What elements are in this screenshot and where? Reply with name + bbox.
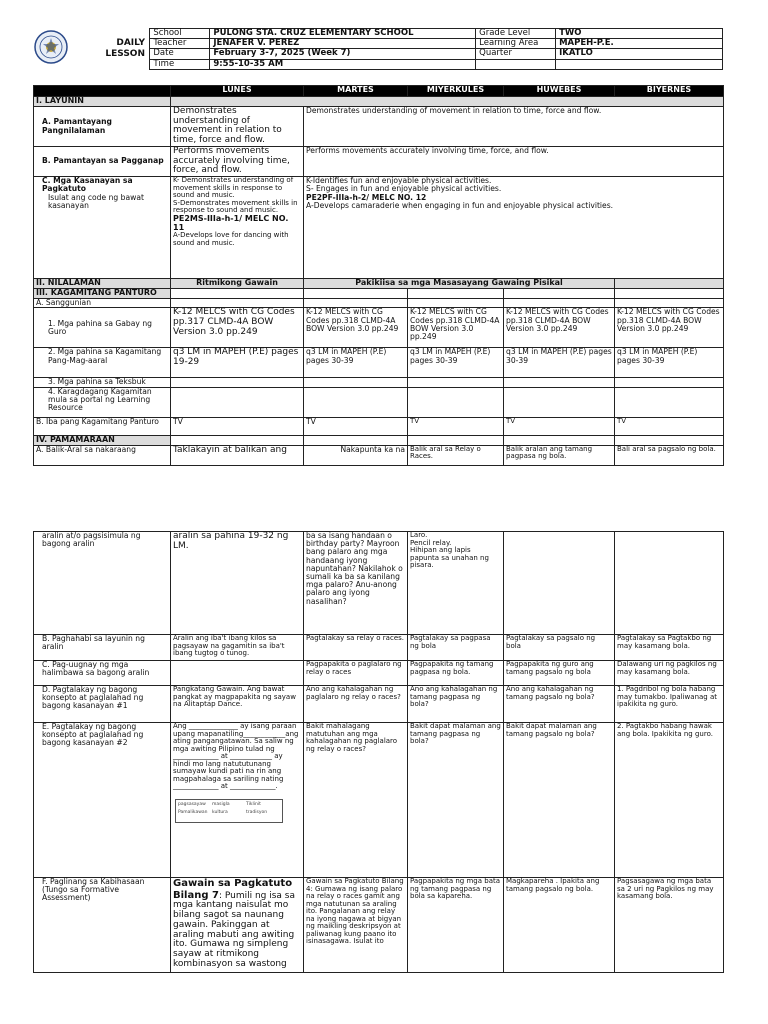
- header-table: [33, 28, 723, 70]
- cell-martes: Pagtalakay sa relay o races.: [304, 635, 408, 661]
- cell-miyerkules: q3 LM in MAPEH (P.E) pages 30-39: [408, 348, 504, 378]
- label-quarter: Quarter: [476, 49, 556, 59]
- cell-lunes: Ang ______________ ay isang paraan upang mapanatiling____________ang ating pangangatawan. Sa saliw ng mga awiting Pilipino tulad ng _____________ at ____________ ay hindi mo lang natututunang sumayaw kundi pati na rin ang magpahalaga sa sariling nating _____________ at _____________. pagsasayaw masigla Tiklinit Pamalikawan kultura tradisyon: [171, 723, 304, 878]
- row-pag-uugnay: [34, 661, 724, 686]
- row-teksbuk: [34, 378, 724, 387]
- cell-lunes: [171, 661, 304, 686]
- cell-martes: TV: [304, 417, 408, 435]
- row-label: B. Iba pang Kagamitang Panturo: [34, 417, 171, 435]
- cell-biyernes: Pagtalakay sa Pagtakbo ng may kasamang bola.: [615, 635, 724, 661]
- row-label: aralin at/o pagsisimula ng bagong aralin: [34, 532, 171, 635]
- cell-martes: Ano ang kahalagahan ng paglalaro ng relay o races?: [304, 686, 408, 723]
- section-nilalaman: [34, 279, 724, 289]
- cell-biyernes: Bali aral sa pagsalo ng bola.: [615, 445, 724, 465]
- day-martes: MARTES: [304, 86, 408, 97]
- cell-huwebes: Magkapareha . Ipakita ang tamang pagsalo ng bola.: [504, 878, 615, 973]
- value-learning-area: MAPEH-P.E.: [556, 39, 723, 49]
- row-label: D. Pagtalakay ng bagong konsepto at paglalahad ng bagong kasanayan #1: [34, 686, 171, 723]
- row-balik-aral: [34, 445, 724, 465]
- section-title: IV. PAMAMARAAN: [34, 435, 171, 445]
- cell-lunes: Taklakayin at balikan ang: [171, 445, 304, 465]
- value-school: PULONG STA. CRUZ ELEMENTARY SCHOOL: [210, 29, 476, 39]
- row-paghahabi: [34, 635, 724, 661]
- cell-miyerkules: Ano ang kahalagahan ng tamang pagpasa ng bola?: [408, 686, 504, 723]
- cell-miyerkules: TV: [408, 417, 504, 435]
- row-pamantayang-pangnilalaman: [34, 107, 724, 147]
- cell-lunes: Pangkatang Gawain. Ang bawat pangkat ay magpapakita ng sayaw na Alitaptap Dance.: [171, 686, 304, 723]
- cell-lunes: K- Demonstrates understanding of movement skills in response to sound and music. S-Demonstrates movement skills in response to sound and music. PE2MS-IIIa-h-1/ MELC NO. 11 A-Develops love for dancing with sound and music.: [171, 177, 304, 279]
- section-kagamitan: [34, 289, 724, 299]
- row-iba-pang-kagamitan: [34, 417, 724, 435]
- row-paglinang: [34, 878, 724, 973]
- label-school: School: [150, 29, 210, 39]
- day-miyerkules: MIYERKULES: [408, 86, 504, 97]
- cell-lunes: Ritmikong Gawain: [171, 279, 304, 289]
- cell-lunes: Demonstrates understanding of movement in relation to time, force and flow.: [171, 107, 304, 147]
- cell-martes: Gawain sa Pagkatuto Bilang 4: Gumawa ng isang palaro na relay o races gamit ang mga natutunan sa araling ito. Pangalanan ang relay na iyong nagawa at bigyan ng maikling deskripsyon at paliwanag kung paano ito isinasagawa. Isulat ito: [304, 878, 408, 973]
- value-date: February 3-7, 2025 (Week 7): [210, 49, 476, 59]
- row-label: B. Paghahabi sa layunin ng aralin: [34, 635, 171, 661]
- cell-huwebes: Balik aralan ang tamang pagpasa ng bola.: [504, 445, 615, 465]
- row-label: 2. Mga pahina sa Kagamitang Pang-Mag-aaral: [34, 348, 171, 378]
- row-label: B. Pamantayan sa Pagganap: [34, 147, 171, 177]
- row-pamantayan-pagganap: [34, 147, 724, 177]
- row-label: A. Pamantayang Pangnilalaman: [34, 107, 171, 147]
- cell-miyerkules: Pagpapakita ng tamang pagpasa ng bola.: [408, 661, 504, 686]
- cell-biyernes: 2. Pagtakbo habang hawak ang bola. Ipakikita ng guro.: [615, 723, 724, 878]
- row-balik-aral-cont: [34, 532, 724, 635]
- section-title: I. LAYUNIN: [34, 97, 171, 107]
- cell-miyerkules: Pagtalakay sa pagpasa ng bola: [408, 635, 504, 661]
- cell-lunes: aralin sa pahina 19-32 ng LM.: [171, 532, 304, 635]
- page-1: [0, 0, 768, 490]
- cell-martes: Bakit mahalagang matutuhan ang mga kahalagahan ng paglalaro ng relay o races?: [304, 723, 408, 878]
- value-quarter: IKATLO: [556, 49, 723, 59]
- row-pagtalakay-1: [34, 686, 724, 723]
- section-layunin: [34, 97, 724, 107]
- cell-biyernes: TV: [615, 417, 724, 435]
- cell-miyerkules: Bakit dapat malaman ang tamang pagpasa ng bola?: [408, 723, 504, 878]
- cell-miyerkules: Balik aral sa Relay o Races.: [408, 445, 504, 465]
- section-pamamaraan: [34, 435, 724, 445]
- row-label: 4. Karagdagang Kagamitan mula sa portal ng Learning Resource: [34, 387, 171, 417]
- cell-miyerkules: K-12 MELCS with CG Codes pp.318 CLMD-4A BOW Version 3.0 pp.249: [408, 308, 504, 348]
- cell-martes: K-12 MELCS with CG Codes pp.318 CLMD-4A BOW Version 3.0 pp.249: [304, 308, 408, 348]
- label-time: Time: [150, 59, 210, 69]
- day-biyernes: BIYERNES: [615, 86, 724, 97]
- cell-lunes: K-12 MELCS with CG Codes pp.317 CLMD-4A BOW Version 3.0 pp.249: [171, 308, 304, 348]
- section-title: II. NILALAMAN: [34, 279, 171, 289]
- row-pagtalakay-2: [34, 723, 724, 878]
- cell-miyerkules: Laro. Pencil relay. Hihipan ang lapis papunta sa unahan ng pisara.: [408, 532, 504, 635]
- cell-huwebes: Pagtalakay sa pagsalo ng bola: [504, 635, 615, 661]
- cell-martes: Nakapunta ka na: [304, 445, 408, 465]
- value-teacher: JENAFER V. PEREZ: [210, 39, 476, 49]
- cell-huwebes: Ano ang kahalagahan ng tamang pagsalo ng bola?: [504, 686, 615, 723]
- row-label: 3. Mga pahina sa Teksbuk: [34, 378, 171, 387]
- cell-martes-huwebes: Pakikiisa sa mga Masasayang Gawaing Pisikal: [304, 279, 615, 289]
- daily-lesson-title: DAILY LESSON: [105, 38, 145, 60]
- label-learning-area: Learning Area: [476, 39, 556, 49]
- row-gabay-guro: [34, 308, 724, 348]
- cell-lunes: q3 LM in MAPEH (P.E) pages 19-29: [171, 348, 304, 378]
- cell-biyernes: 1. Pagdribol ng bola habang may tumakbo. Ipaliwanag at ipakikita ng guro.: [615, 686, 724, 723]
- label-grade-level: Grade Level: [476, 29, 556, 39]
- label-teacher: Teacher: [150, 39, 210, 49]
- page-2: [0, 490, 768, 1024]
- value-time: 9:55-10-35 AM: [210, 59, 476, 69]
- day-huwebes: HUWEBES: [504, 86, 615, 97]
- cell-martes: ba sa isang handaan o birthday party? Mayroon bang palaro ang mga handaang iyong napuntahan? Nakilahok o sumali ka ba sa kanilang mga palaro? Anu-anong palaro ang iyong nasalihan?: [304, 532, 408, 635]
- cell-martes: Pagpapakita o paglalaro ng relay o races: [304, 661, 408, 686]
- day-lunes: LUNES: [171, 86, 304, 97]
- row-portal: [34, 387, 724, 417]
- lesson-grid-bottom: [33, 531, 724, 973]
- cell-martes-biyernes: Performs movements accurately involving time, force, and flow.: [304, 147, 724, 177]
- cell-miyerkules: Pagpapakita ng mga bata ng tamang pagpasa ng bola sa kapareha.: [408, 878, 504, 973]
- cell-lunes: TV: [171, 417, 304, 435]
- header-row-school: [33, 29, 723, 39]
- row-label: A. Balik-Aral sa nakaraang: [34, 445, 171, 465]
- row-label: F. Paglinang sa Kabihasaan (Tungo sa Formative Assessment): [34, 878, 171, 973]
- cell-martes: q3 LM in MAPEH (P.E) pages 30-39: [304, 348, 408, 378]
- cell-biyernes: Dalawang uri ng pagkilos ng may kasamang bola.: [615, 661, 724, 686]
- label-date: Date: [150, 49, 210, 59]
- cell-lunes: Gawain sa Pagkatuto Bilang 7: Pumili ng isa sa mga kantang naisulat mo bilang sagot sa naunang gawain. Pakinggan at araling mabuti ang awiting ito. Gumawa ng simpleng sayaw at ritmikong kombinasyon sa wastong: [171, 878, 304, 973]
- row-label: A. Sanggunian: [34, 299, 171, 308]
- cell-huwebes: TV: [504, 417, 615, 435]
- row-label: 1. Mga pahina sa Gabay ng Guro: [34, 308, 171, 348]
- row-kagamitang-mag-aaral: [34, 348, 724, 378]
- cell-martes-biyernes: Demonstrates understanding of movement in relation to time, force and flow.: [304, 107, 724, 147]
- section-title: III. KAGAMITANG PANTURO: [34, 289, 171, 299]
- cell-biyernes: K-12 MELCS with CG Codes pp.318 CLMD-4A BOW Version 3.0 pp.249: [615, 308, 724, 348]
- cell-biyernes: Pagsasagawa ng mga bata sa 2 uri ng Pagkilos ng may kasamang bola.: [615, 878, 724, 973]
- cell-huwebes: q3 LM in MAPEH (P.E) pages 30-39: [504, 348, 615, 378]
- cell-lunes: Aralin ang iba't ibang kilos sa pagsayaw na gagamitin sa iba't ibang tugtog o tunog.: [171, 635, 304, 661]
- cell-lunes: Performs movements accurately involving time, force, and flow.: [171, 147, 304, 177]
- cell-huwebes: K-12 MELCS with CG Codes pp.318 CLMD-4A BOW Version 3.0 pp.249: [504, 308, 615, 348]
- row-label: C. Mga Kasanayan sa Pagkatuto Isulat ang code ng bawat kasanayan: [34, 177, 171, 279]
- value-grade-level: TWO: [556, 29, 723, 39]
- row-label: E. Pagtalakay ng bagong konsepto at paglalahad ng bagong kasanayan #2: [34, 723, 171, 878]
- row-kasanayan: [34, 177, 724, 279]
- word-bank-box: pagsasayaw masigla Tiklinit Pamalikawan kultura tradisyon: [175, 799, 283, 823]
- cell-huwebes: Pagpapakita ng guro ang tamang pagsalo ng bola: [504, 661, 615, 686]
- cell-martes-biyernes: K-Identifies fun and enjoyable physical activities. S- Engages in fun and enjoyable physical activities. PE2PF-IIIa-h-2/ MELC NO. 12 A-Develops camaraderie when engaging in fun and enjoyable physical activities.: [304, 177, 724, 279]
- cell-huwebes: Bakit dapat malaman ang tamang pagsalo ng bola?: [504, 723, 615, 878]
- day-header-row: [34, 86, 724, 97]
- cell-biyernes: q3 LM in MAPEH (P.E) pages 30-39: [615, 348, 724, 378]
- lesson-grid-top: [33, 85, 724, 466]
- row-label: C. Pag-uugnay ng mga halimbawa sa bagong aralin: [34, 661, 171, 686]
